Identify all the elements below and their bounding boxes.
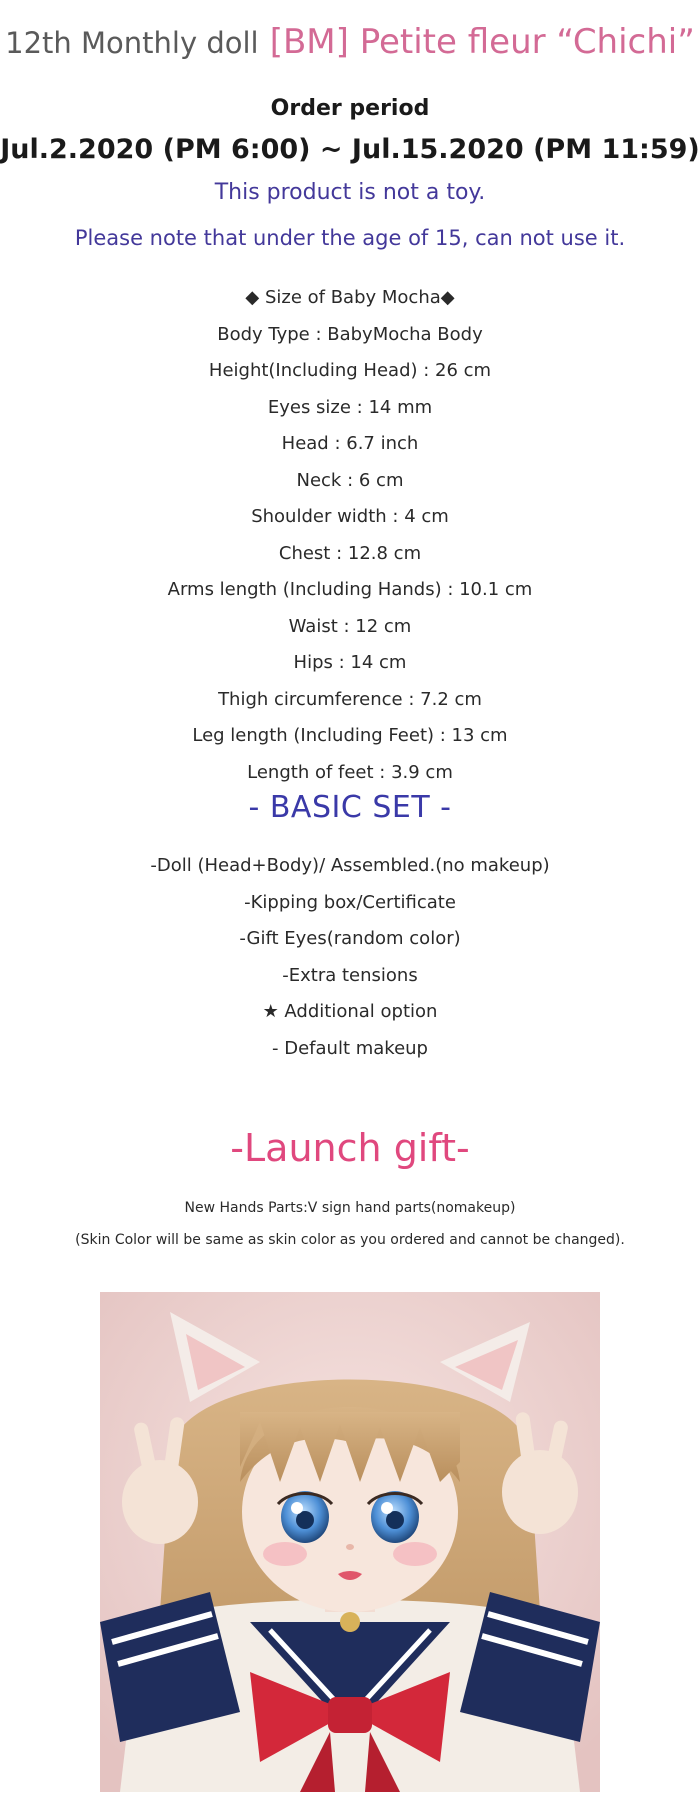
basic-set-item: -Extra tensions	[282, 964, 418, 986]
spec-item: Length of feet : 3.9 cm	[247, 761, 453, 783]
basic-set-heading: - BASIC SET -	[248, 790, 452, 825]
basic-set-item: -Gift Eyes(random color)	[239, 928, 461, 949]
spec-heading: ◆ Size of Baby Mocha◆	[245, 287, 455, 308]
basic-set-list	[0, 848, 700, 1067]
basic-set-item: - Default makeup	[272, 1037, 428, 1059]
spec-item: Arms length (Including Hands) : 10.1 cm	[167, 579, 533, 600]
spec-item: Height(Including Head) : 26 cm	[208, 360, 492, 381]
launch-gift-heading: -Launch gift-	[230, 1126, 470, 1170]
monthly-doll-label: 12th Monthly doll	[5, 26, 259, 60]
doll-photo	[100, 1292, 600, 1792]
order-period-dates: Jul.2.2020 (PM 6:00) ~ Jul.15.2020 (PM 11:59)	[0, 134, 700, 165]
basic-set-item: -Kipping box/Certificate	[244, 891, 456, 913]
launch-gift-description: New Hands Parts:V sign hand parts(nomakeup)	[184, 1200, 516, 1216]
product-title-row	[0, 22, 700, 62]
spec-item: Hips : 14 cm	[293, 652, 407, 673]
basic-set-item: -Doll (Head+Body)/ Assembled.(no makeup)	[150, 855, 550, 876]
age-restriction-notice: Please note that under the age of 15, can not use it.	[74, 226, 626, 250]
spec-item: Thigh circumference : 7.2 cm	[218, 688, 482, 710]
spec-item: Shoulder width : 4 cm	[251, 506, 449, 527]
not-a-toy-notice: This product is not a toy.	[214, 180, 486, 205]
spec-item: Leg length (Including Feet) : 13 cm	[192, 725, 508, 746]
spec-item: Eyes size : 14 mm	[267, 396, 433, 418]
launch-gift-note: (Skin Color will be same as skin color as you ordered and cannot be changed).	[75, 1232, 625, 1248]
spec-item: Chest : 12.8 cm	[278, 542, 422, 564]
bell-icon	[340, 1612, 360, 1632]
product-title: [BM] Petite fleur “Chichi”	[269, 22, 695, 62]
spec-item: Neck : 6 cm	[296, 469, 404, 491]
spec-item: Body Type : BabyMocha Body	[217, 323, 483, 345]
order-period-label: Order period	[270, 96, 430, 121]
doll-illustration	[100, 1292, 600, 1792]
size-spec-list	[0, 280, 700, 791]
spec-item: Waist : 12 cm	[288, 615, 412, 637]
spec-item: Head : 6.7 inch	[281, 433, 419, 454]
basic-set-item: ★ Additional option	[262, 1001, 438, 1022]
